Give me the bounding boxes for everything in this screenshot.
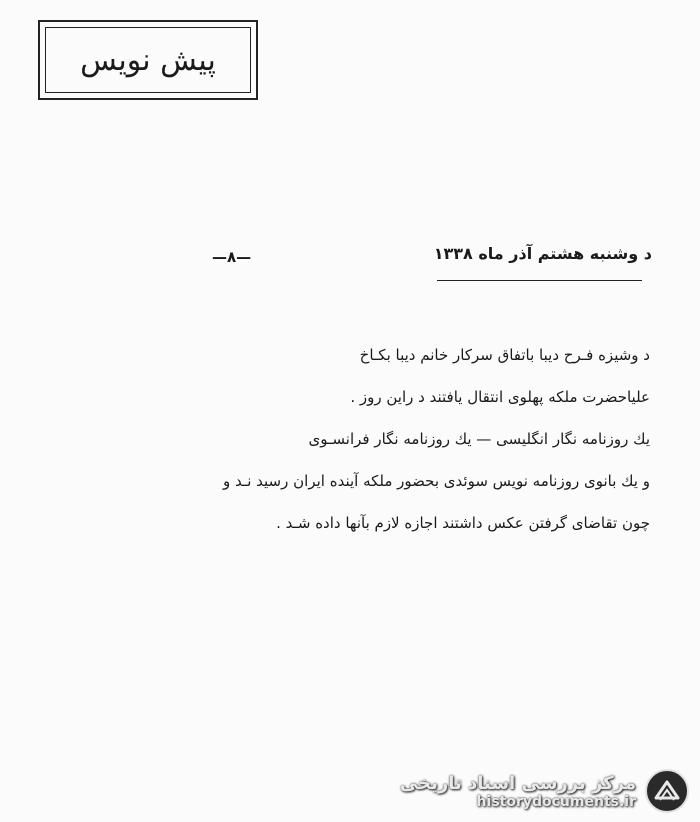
body-line: و یك بانوی روزنامه نویس سوئدی بحضور ملکه آینده ایران رسید نـد و xyxy=(222,472,650,490)
document-body xyxy=(170,340,650,550)
draft-stamp-inner-border xyxy=(45,27,251,93)
watermark-url: historydocuments.ir xyxy=(476,793,636,810)
body-line: یك روزنامه نگار انگلیسی — یك روزنامه نگار فرانسـوی xyxy=(308,430,650,448)
watermark-org-name: مرکز بررسی اسناد تاریخی xyxy=(399,772,636,794)
date-underline xyxy=(437,280,642,281)
page-number: —۸— xyxy=(212,248,252,266)
book-logo-icon xyxy=(644,768,690,814)
body-line: د وشیزه فـرح دیبا باتفاق سرکار خانم دیبا بکـاخ xyxy=(359,346,650,364)
body-line: علیاحضرت ملکه پهلوی انتقال یافتند د راین روز . xyxy=(350,388,650,406)
draft-stamp xyxy=(38,20,258,100)
watermark-text xyxy=(400,773,636,810)
body-line: چون تقاضای گرفتن عکس داشتند اجازه لازم بآنها داده شـد . xyxy=(276,514,650,532)
watermark-logo xyxy=(400,768,690,814)
document-date: د وشنبه هشتم آذر ماه ۱۳۳۸ xyxy=(433,244,652,263)
draft-stamp-text: پیش نویس xyxy=(80,42,216,78)
